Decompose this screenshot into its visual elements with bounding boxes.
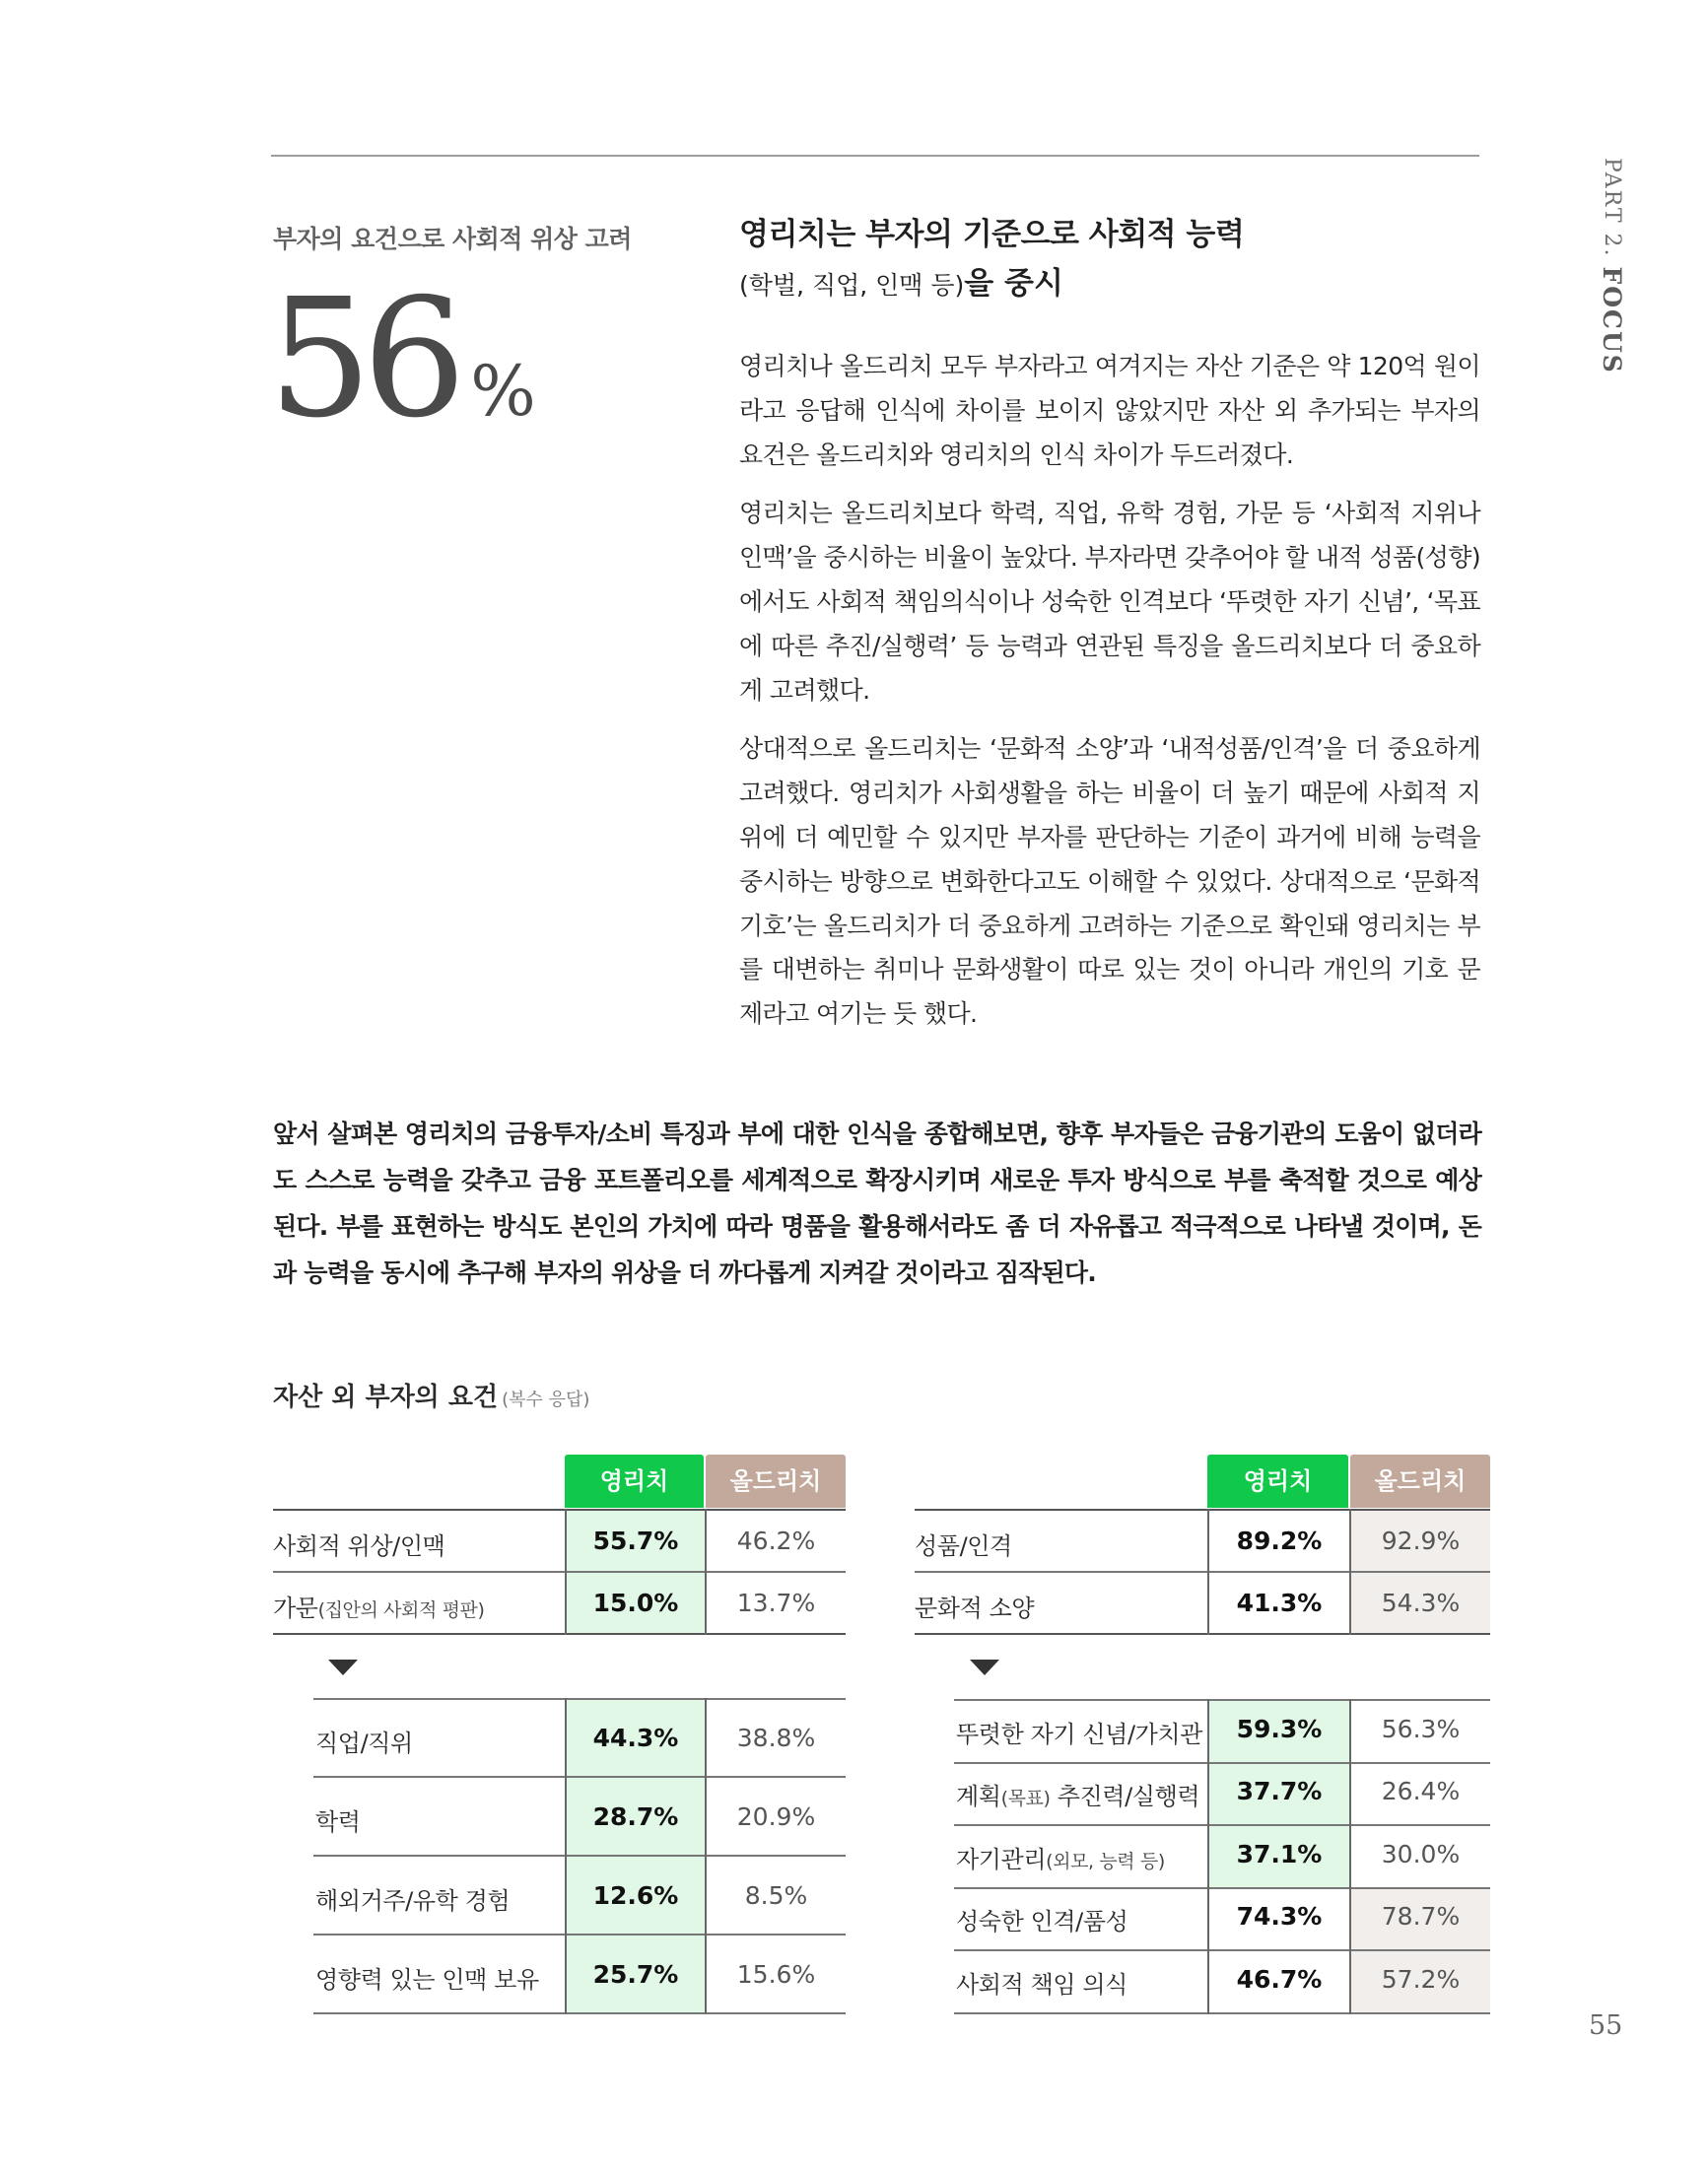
right-sub-row3-young: 37.1% [1236,1840,1323,1868]
headline-line2-rest: 을 중시 [964,266,1063,302]
right-main-row1-old: 92.9% [1381,1527,1461,1555]
right-header-old: 올드리치 [1350,1455,1490,1508]
right-main-row2-young: 41.3% [1236,1589,1323,1617]
table-title-text: 자산 외 부자의 요건 [273,1383,499,1412]
right-sub-rule-3 [954,1887,1490,1889]
left-main-bottom-rule [273,1633,846,1635]
left-sub-row2-label: 학력 [315,1808,361,1836]
left-sub-rule-1 [313,1776,846,1778]
right-sub-rule-0 [954,1699,1490,1701]
right-sub-row4-label: 성숙한 인격/품성 [956,1908,1128,1935]
left-header-young: 영리치 [565,1455,704,1508]
left-sub-row1-young: 44.3% [592,1724,679,1752]
left-sub-row2-young: 28.7% [592,1802,679,1831]
right-main-row2-old: 54.3% [1381,1589,1461,1617]
right-sub-row3-label-small: (외모, 능력 등) [1046,1851,1165,1872]
left-sub-row4-old: 15.6% [736,1960,816,1989]
body-paragraph-1: 영리치나 올드리치 모두 부자라고 여겨지는 자산 기준은 약 120억 원이라고 응답해 인식에 차이를 보이지 않았지만 자산 외 추가되는 부자의 요건은 올드리치와 영리치의 인식 차이가 두드러졌다. [739,352,1480,469]
top-rule [271,155,1479,157]
right-main-top-rule [915,1509,1490,1511]
left-main-row1-label: 사회적 위상/인맥 [273,1532,445,1560]
right-main-mid-rule [915,1571,1490,1573]
stat-unit: % [470,351,536,432]
body-paragraph-3: 상대적으로 올드리치는 ‘문화적 소양’과 ‘내적성품/인격’을 더 중요하게 고려했다. 영리치가 사회생활을 하는 비율이 더 높기 때문에 사회적 지위에 더 예민할 수 있지만 부자를 판단하는 기준이 과거에 비해 능력을 중시하는 방향으로 변화한다고도 이해할 수 있었다. 상대적으로 ‘문화적 기호’는 올드리치가 더 중요하게 고려하는 기준으로 확인돼 영리치는 부를 대변하는 취미나 문화생활이 따로 있는 것이 아니라 개인의 기호 문제라고 여기는 듯 했다. [739,734,1480,1029]
headline [739,210,1488,310]
left-main-mid-rule [273,1571,846,1573]
headline-line1: 영리치는 부자의 기준으로 사회적 능력 [739,217,1245,252]
right-sub-rule-2 [954,1824,1490,1826]
table-title [273,1377,589,1413]
right-sub-row5-old: 57.2% [1381,1965,1461,1994]
left-sub-rule-4 [313,2012,846,2014]
right-sub-row3-old: 30.0% [1381,1840,1461,1868]
right-sub-row3-label [956,1840,1165,1874]
summary-paragraph: 앞서 살펴본 영리치의 금융투자/소비 특징과 부에 대한 인식을 종합해보면, 향후 부자들은 금융기관의 도움이 없더라도 스스로 능력을 갖추고 금융 포트폴리오를 세계적으로 확장시키며 새로운 투자 방식으로 부를 축적할 것으로 예상된다. 부를 표현하는 방식도 본인의 가치에 따라 명품을 활용해서라도 좀 더 자유롭고 적극적으로 나타낼 것이며, 돈과 능력을 동시에 추구해 부자의 위상을 더 까다롭게 지켜갈 것이라고 짐작된다. [273,1120,1481,1287]
stat-number: 56 [268,264,457,454]
right-sub-row5-young: 46.7% [1236,1965,1323,1994]
right-main-row1-label: 성품/인격 [915,1532,1012,1560]
left-sub-row4-young: 25.7% [592,1960,679,1989]
left-sub-row3-young: 12.6% [592,1881,679,1910]
stat-figure [268,264,536,454]
right-sub-row2-label [956,1777,1199,1811]
left-sub-row2-old: 20.9% [736,1802,816,1831]
right-sub-rule-5 [954,2012,1490,2014]
right-sub-row2-label-text: 계획 [956,1783,1001,1810]
part-label: PART 2. [1600,158,1624,258]
right-sub-row3-label-text: 자기관리 [956,1846,1047,1873]
table-title-note: (복수 응답) [502,1390,590,1410]
left-expand-arrow-icon [328,1660,358,1675]
left-sub-row4-label: 영향력 있는 인맥 보유 [315,1966,539,1994]
left-sub-row1-label: 직업/직위 [315,1730,413,1757]
left-sub-rule-2 [313,1855,846,1857]
left-main-top-rule [273,1509,846,1511]
section-label [1587,158,1626,374]
left-main-row1-young: 55.7% [592,1527,679,1555]
focus-label: FOCUS [1598,266,1626,374]
left-main-row2-old: 13.7% [736,1589,816,1617]
right-main-row1-young: 89.2% [1236,1527,1323,1555]
left-sub-rule-3 [313,1934,846,1935]
right-sub-row4-young: 74.3% [1236,1902,1323,1931]
right-sub-row2-label-small: (목표) [1000,1788,1051,1809]
headline-line2-small: (학벌, 직업, 인맥 등) [739,271,965,300]
stat-caption: 부자의 요건으로 사회적 위상 고려 [273,225,632,253]
right-sub-row1-young: 59.3% [1236,1715,1323,1743]
right-expand-arrow-icon [970,1660,999,1675]
right-sub-row2-label-rest: 추진력/실행력 [1050,1783,1200,1810]
right-main-row2-label: 문화적 소양 [915,1595,1035,1622]
left-main-row2-young: 15.0% [592,1589,679,1617]
body-paragraph-2: 영리치는 올드리치보다 학력, 직업, 유학 경험, 가문 등 ‘사회적 지위나 인맥’을 중시하는 비율이 높았다. 부자라면 갖추어야 할 내적 성품(성향)에서도 사회적 책임의식이나 성숙한 인격보다 ‘뚜렷한 자기 신념’, ‘목표에 따른 추진/실행력’ 등 능력과 연관된 특징을 올드리치보다 더 중요하게 고려했다. [739,499,1480,705]
right-sub-row1-old: 56.3% [1381,1715,1461,1743]
left-sub-rule-0 [313,1698,846,1700]
right-sub-row2-old: 26.4% [1381,1777,1461,1805]
left-main-row2-label-text: 가문 [273,1595,318,1622]
right-main-bottom-rule [915,1633,1490,1635]
body-text [739,345,1480,1052]
right-sub-row1-label: 뚜렷한 자기 신념/가치관 [956,1721,1202,1748]
page-number: 55 [1589,2010,1623,2041]
left-main-row2-label [273,1589,485,1623]
right-sub-rule-4 [954,1949,1490,1951]
right-sub-row4-old: 78.7% [1381,1902,1461,1931]
right-sub-row2-young: 37.7% [1236,1777,1323,1805]
left-sub-row1-old: 38.8% [736,1724,816,1752]
left-main-row2-label-small: (집안의 사회적 평판) [317,1599,485,1621]
left-sub-row3-old: 8.5% [744,1881,808,1910]
left-header-old: 올드리치 [706,1455,846,1508]
right-header-young: 영리치 [1207,1455,1348,1508]
right-sub-row5-label: 사회적 책임 의식 [956,1971,1127,1999]
left-sub-row3-label: 해외거주/유학 경험 [315,1887,511,1915]
left-main-row1-old: 46.2% [736,1527,816,1555]
headline-line2 [739,259,1488,310]
right-sub-rule-1 [954,1762,1490,1764]
